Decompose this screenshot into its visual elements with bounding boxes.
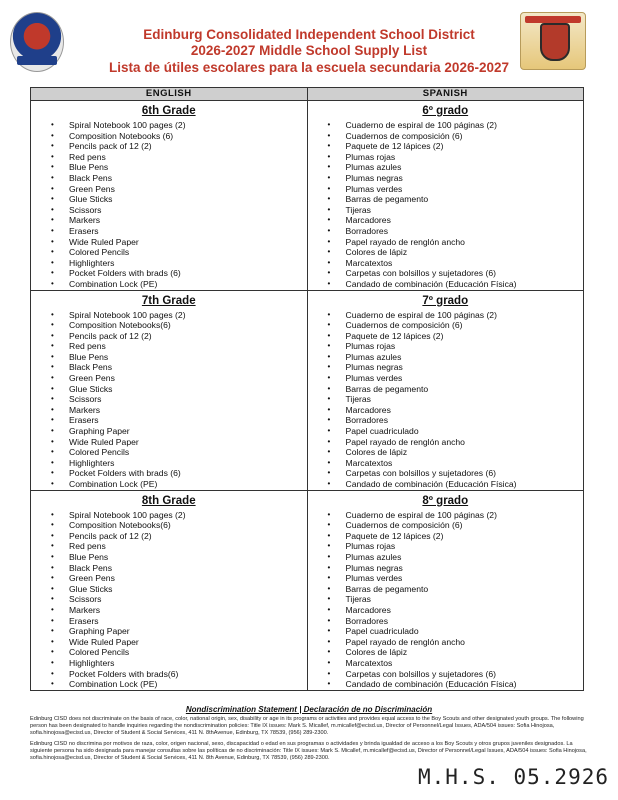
- supply-item: • Cuaderno de espiral de 100 páginas (2): [328, 510, 584, 521]
- supply-items-list: [31, 120, 307, 290]
- supply-item: • Candado de combinación (Educación Física): [328, 279, 584, 290]
- nondiscrimination-title: Nondiscrimination Statement | Declaración de no Discriminación: [185, 705, 433, 714]
- supply-items-list: [308, 510, 584, 690]
- supply-item: • Barras de pegamento: [328, 584, 584, 595]
- supply-item: • Combination Lock (PE): [51, 279, 307, 290]
- supply-item: • Cuaderno de espiral de 100 páginas (2): [328, 310, 584, 321]
- supply-item: • Plumas rojas: [328, 541, 584, 552]
- supply-item: • Candado de combinación (Educación Física): [328, 679, 584, 690]
- supply-item: • Paquete de 12 lápices (2): [328, 141, 584, 152]
- grade-heading: 7th Grade: [141, 294, 196, 307]
- supply-item: • Green Pens: [51, 573, 307, 584]
- supply-item: • Plumas azules: [328, 352, 584, 363]
- supply-item: • Scissors: [51, 205, 307, 216]
- grade-heading: 7º grado: [422, 294, 469, 307]
- supply-item: • Cuaderno de espiral de 100 páginas (2): [328, 120, 584, 131]
- supply-item: • Plumas azules: [328, 162, 584, 173]
- supply-item: • Pencils pack of 12 (2): [51, 141, 307, 152]
- supply-item: • Plumas rojas: [328, 152, 584, 163]
- supply-item: • Black Pens: [51, 563, 307, 574]
- supply-item: • Pencils pack of 12 (2): [51, 331, 307, 342]
- supply-item: • Tijeras: [328, 394, 584, 405]
- supply-items-list: [31, 310, 307, 490]
- nondiscrimination-statement-spanish: Edinburg CISD no discrimina por motivos de raza, color, origen nacional, sexo, discapacidad o edad en sus programas o actividades y brinda igualdad de acceso a los Boy Scouts y otros grupos juveniles designados. La siguiente persona ha sido designada para manejar consultas sobre las políticas de no discriminación: Title IX issues: Mark S. Micallef, m.micallef@ecisd.us, Director of Personnel/Legal Issues, ADA/504 issues: Sofia Hinojosa, sofia.hinojosa@ecisd.us, Director of Student & Social Services, 411 N. 8th Avenue, Edinburg, TX 78539, (956) 289-2300.: [30, 741, 587, 761]
- grade-heading: 8º grado: [422, 494, 469, 507]
- supply-item: • Marcatextos: [328, 458, 584, 469]
- supply-item: • Tijeras: [328, 205, 584, 216]
- supply-item: • Markers: [51, 215, 307, 226]
- supply-item: • Papel rayado de renglón ancho: [328, 437, 584, 448]
- supply-item: • Plumas verdes: [328, 373, 584, 384]
- supply-item: • Cuadernos de composición (6): [328, 131, 584, 142]
- supply-item: • Borradores: [328, 226, 584, 237]
- supply-item: • Highlighters: [51, 658, 307, 669]
- supply-item: • Candado de combinación (Educación Física): [328, 479, 584, 490]
- logo-shield: [540, 23, 570, 61]
- grade-heading: 6th Grade: [141, 105, 196, 117]
- logo-ribbon: [525, 16, 581, 23]
- column-header-spanish: SPANISH: [307, 88, 584, 101]
- supply-item: • Green Pens: [51, 184, 307, 195]
- supply-item: • Black Pens: [51, 362, 307, 373]
- supply-item: • Red pens: [51, 341, 307, 352]
- supply-item: • Pocket Folders with brads (6): [51, 268, 307, 279]
- stronger-together-logo: [10, 12, 64, 72]
- grade-cell-english: [31, 101, 308, 291]
- supply-item: • Graphing Paper: [51, 626, 307, 637]
- supply-item: • Blue Pens: [51, 352, 307, 363]
- supply-items-list: [308, 310, 584, 490]
- supply-item: • Red pens: [51, 152, 307, 163]
- list-title-spanish: Lista de útiles escolares para la escuela secundaria 2026-2027: [109, 60, 509, 75]
- supply-item: • Marcatextos: [328, 258, 584, 269]
- column-header-english: ENGLISH: [31, 88, 308, 101]
- grade-row: [31, 290, 584, 490]
- supply-item: • Papel rayado de renglón ancho: [328, 637, 584, 648]
- supply-item: • Colored Pencils: [51, 447, 307, 458]
- supply-item: • Barras de pegamento: [328, 194, 584, 205]
- supply-item: • Colores de lápiz: [328, 247, 584, 258]
- supply-item: • Marcatextos: [328, 658, 584, 669]
- supply-item: • Scissors: [51, 594, 307, 605]
- nondiscrimination-statement-english: Edinburg CISD does not discriminate on the basis of race, color, national origin, sex, disability or age in its programs or activities and provides equal access to the Boy Scouts and other designated youth groups. The following person has been designated to handle inquiries regarding the nondiscrimination policies: Title IX issues: Mark S. Micallef, m.micallef@ecisd.us, Director of Personnel/Legal Issues, ADA/504 issues: Sofia Hinojosa, sofia.hinojosa@ecisd.us, Director of Student & Social Services, 411 N. 8thAvenue, Edinburg, TX 78539, (956) 289-2300.: [30, 716, 584, 736]
- grade-cell-spanish: [307, 490, 584, 690]
- edinburg-cisd-logo: [520, 12, 586, 70]
- supply-item: • Plumas azules: [328, 552, 584, 563]
- supply-item: • Highlighters: [51, 458, 307, 469]
- supply-item: • Wide Ruled Paper: [51, 637, 307, 648]
- supply-item: • Paquete de 12 lápices (2): [328, 531, 584, 542]
- supply-item: • Cuadernos de composición (6): [328, 520, 584, 531]
- supply-item: • Black Pens: [51, 173, 307, 184]
- supply-item: • Pencils pack of 12 (2): [51, 531, 307, 542]
- supply-item: • Markers: [51, 605, 307, 616]
- supply-item: • Glue Sticks: [51, 194, 307, 205]
- supply-item: • Erasers: [51, 226, 307, 237]
- column-header-row: [31, 88, 584, 101]
- district-title: Edinburg Consolidated Independent School District: [143, 27, 475, 42]
- supply-items-list: [308, 120, 584, 290]
- supply-item: • Paquete de 12 lápices (2): [328, 331, 584, 342]
- supply-item: • Wide Ruled Paper: [51, 237, 307, 248]
- supply-item: • Tijeras: [328, 594, 584, 605]
- supply-item: • Composition Notebooks(6): [51, 520, 307, 531]
- supply-item: • Glue Sticks: [51, 384, 307, 395]
- supply-item: • Marcadores: [328, 215, 584, 226]
- supply-item: • Plumas negras: [328, 173, 584, 184]
- supply-item: • Colored Pencils: [51, 647, 307, 658]
- supply-item: • Highlighters: [51, 258, 307, 269]
- supply-item: • Carpetas con bolsillos y sujetadores (6): [328, 268, 584, 279]
- supply-item: • Papel rayado de renglón ancho: [328, 237, 584, 248]
- list-title: 2026-2027 Middle School Supply List: [190, 43, 428, 58]
- supply-item: • Spiral Notebook 100 pages (2): [51, 310, 307, 321]
- supply-item: • Blue Pens: [51, 162, 307, 173]
- supply-item: • Carpetas con bolsillos y sujetadores (6): [328, 468, 584, 479]
- supply-item: • Plumas verdes: [328, 573, 584, 584]
- supply-item: • Graphing Paper: [51, 426, 307, 437]
- supply-item: • Composition Notebooks (6): [51, 131, 307, 142]
- grade-cell-spanish: [307, 290, 584, 490]
- handwritten-note: M.H.S. 05.2926: [418, 765, 610, 789]
- grade-row: [31, 490, 584, 690]
- supply-item: • Borradores: [328, 415, 584, 426]
- supply-item: • Cuadernos de composición (6): [328, 320, 584, 331]
- supply-item: • Composition Notebooks(6): [51, 320, 307, 331]
- supply-item: • Papel cuadriculado: [328, 626, 584, 637]
- supply-item: • Colored Pencils: [51, 247, 307, 258]
- supply-item: • Borradores: [328, 616, 584, 627]
- supply-item: • Spiral Notebook 100 pages (2): [51, 510, 307, 521]
- supply-item: • Carpetas con bolsillos y sujetadores (6): [328, 669, 584, 680]
- supply-item: • Plumas negras: [328, 362, 584, 373]
- supply-item: • Green Pens: [51, 373, 307, 384]
- supply-item: • Marcadores: [328, 605, 584, 616]
- logo-banner: [17, 56, 57, 65]
- supply-items-list: [31, 510, 307, 690]
- supply-item: • Plumas rojas: [328, 341, 584, 352]
- grade-row: [31, 101, 584, 291]
- supply-item: • Spiral Notebook 100 pages (2): [51, 120, 307, 131]
- supply-item: • Colores de lápiz: [328, 647, 584, 658]
- supply-item: • Scissors: [51, 394, 307, 405]
- supply-item: • Glue Sticks: [51, 584, 307, 595]
- grade-heading: 6º grado: [422, 105, 469, 117]
- supply-item: • Erasers: [51, 616, 307, 627]
- supply-item: • Marcadores: [328, 405, 584, 416]
- supply-item: • Wide Ruled Paper: [51, 437, 307, 448]
- supply-item: • Markers: [51, 405, 307, 416]
- supply-item: • Plumas negras: [328, 563, 584, 574]
- supply-item: • Colores de lápiz: [328, 447, 584, 458]
- grade-heading: 8th Grade: [141, 494, 196, 507]
- supply-item: • Plumas verdes: [328, 184, 584, 195]
- supply-item: • Papel cuadriculado: [328, 426, 584, 437]
- supply-list-table: [30, 87, 584, 691]
- supply-item: • Red pens: [51, 541, 307, 552]
- grade-cell-english: [31, 490, 308, 690]
- supply-item: • Pocket Folders with brads (6): [51, 468, 307, 479]
- supply-item: • Blue Pens: [51, 552, 307, 563]
- grade-cell-spanish: [307, 101, 584, 291]
- supply-item: • Combination Lock (PE): [51, 479, 307, 490]
- supply-item: • Erasers: [51, 415, 307, 426]
- supply-item: • Pocket Folders with brads(6): [51, 669, 307, 680]
- supply-item: • Combination Lock (PE): [51, 679, 307, 690]
- grade-cell-english: [31, 290, 308, 490]
- supply-item: • Barras de pegamento: [328, 384, 584, 395]
